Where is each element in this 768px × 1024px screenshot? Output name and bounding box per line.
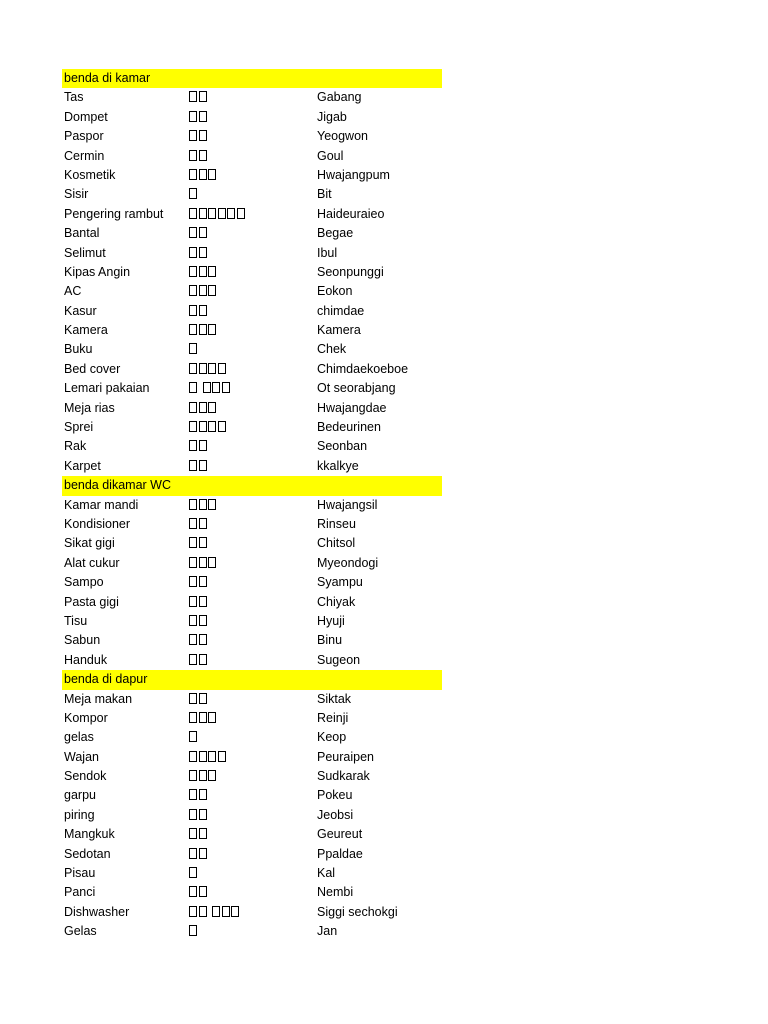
korean-word — [189, 399, 218, 418]
section-title: benda di kamar — [64, 71, 151, 85]
korean-word — [189, 147, 208, 166]
korean-word — [189, 282, 218, 301]
romanization: Hwajangpum — [317, 167, 390, 182]
missing-glyph-box — [189, 169, 197, 180]
indonesian-word: Bantal — [64, 226, 100, 241]
romanization: Binu — [317, 633, 343, 648]
indonesian-word: Kamera — [64, 323, 108, 338]
missing-glyph-box — [199, 576, 207, 587]
indonesian-word: Dishwasher — [64, 904, 130, 919]
romanization: Jeobsi — [317, 807, 354, 822]
vocab-row — [62, 147, 442, 166]
romanization: Geureut — [317, 827, 363, 842]
missing-glyph-box — [199, 266, 207, 277]
missing-glyph-box — [189, 828, 197, 839]
korean-word — [189, 825, 208, 844]
romanization: Goul — [317, 148, 344, 163]
missing-glyph-box — [208, 751, 216, 762]
section-title: benda dikamar WC — [64, 478, 171, 493]
korean-word — [189, 612, 208, 631]
missing-glyph-box — [199, 712, 207, 723]
romanization: Ot seorabjang — [317, 381, 396, 396]
indonesian-word: Sikat gigi — [64, 536, 115, 551]
vocab-row — [62, 883, 442, 902]
missing-glyph-box — [189, 150, 197, 161]
indonesian-word: Kipas Angin — [64, 264, 131, 279]
missing-glyph-box — [189, 906, 197, 917]
korean-word — [189, 418, 227, 437]
missing-glyph-box — [189, 557, 197, 568]
missing-glyph-box — [189, 305, 197, 316]
vocab-row — [62, 437, 442, 456]
korean-word — [189, 786, 208, 805]
vocab-row — [62, 864, 442, 883]
vocab-row — [62, 690, 442, 709]
missing-glyph-box — [189, 654, 197, 665]
korean-word — [189, 767, 218, 786]
indonesian-word: Kosmetik — [64, 167, 116, 182]
romanization: Hwajangsil — [317, 497, 378, 512]
korean-word — [189, 457, 208, 476]
indonesian-word: Alat cukur — [64, 555, 120, 570]
vocab-row — [62, 534, 442, 553]
korean-word — [189, 534, 208, 553]
missing-glyph-box — [218, 363, 226, 374]
section-header — [62, 670, 442, 689]
korean-word — [189, 379, 231, 398]
korean-word — [189, 127, 208, 146]
missing-glyph-box — [199, 440, 207, 451]
romanization: Bit — [317, 187, 332, 202]
vocab-row — [62, 593, 442, 612]
indonesian-word: Sprei — [64, 420, 94, 435]
missing-glyph-box — [199, 111, 207, 122]
korean-word — [189, 883, 208, 902]
missing-glyph-box — [203, 382, 211, 393]
missing-glyph-box — [199, 363, 207, 374]
indonesian-word: Dompet — [64, 109, 108, 124]
missing-glyph-box — [189, 518, 197, 529]
indonesian-word: piring — [64, 807, 95, 822]
korean-word — [189, 302, 208, 321]
indonesian-word: Lemari pakaian — [64, 381, 150, 396]
vocab-row — [62, 166, 442, 185]
indonesian-word: gelas — [64, 730, 94, 745]
indonesian-word: Kondisioner — [64, 516, 131, 531]
indonesian-word: Sisir — [64, 187, 89, 202]
missing-glyph-box — [189, 440, 197, 451]
indonesian-word: Paspor — [64, 129, 104, 144]
romanization: Hwajangdae — [317, 400, 387, 415]
indonesian-word: Wajan — [64, 749, 99, 764]
romanization: Syampu — [317, 575, 363, 590]
missing-glyph-box — [199, 557, 207, 568]
indonesian-word: Handuk — [64, 652, 108, 667]
missing-glyph-box — [199, 247, 207, 258]
korean-word — [189, 922, 199, 941]
missing-glyph-box — [199, 654, 207, 665]
missing-glyph-box — [208, 770, 216, 781]
missing-glyph-box — [189, 188, 197, 199]
missing-glyph-box — [189, 867, 197, 878]
missing-glyph-box — [189, 111, 197, 122]
korean-word — [189, 748, 227, 767]
indonesian-word: Pasta gigi — [64, 594, 119, 609]
missing-glyph-box — [189, 324, 197, 335]
indonesian-word: Buku — [64, 342, 93, 357]
vocab-row — [62, 825, 442, 844]
missing-glyph-box — [189, 576, 197, 587]
missing-glyph-box — [208, 285, 216, 296]
indonesian-word: Pisau — [64, 866, 96, 881]
missing-glyph-box — [231, 906, 239, 917]
missing-glyph-box — [199, 227, 207, 238]
missing-glyph-box — [212, 906, 220, 917]
vocab-row — [62, 224, 442, 243]
vocab-row — [62, 321, 442, 340]
vocab-row — [62, 88, 442, 107]
vocab-row — [62, 244, 442, 263]
missing-glyph-box — [189, 789, 197, 800]
romanization: Sudkarak — [317, 769, 370, 784]
romanization: Chitsol — [317, 536, 356, 551]
romanization: Gabang — [317, 90, 362, 105]
vocab-row — [62, 728, 442, 747]
vocab-row — [62, 515, 442, 534]
missing-glyph-box — [199, 421, 207, 432]
korean-word — [189, 263, 218, 282]
vocab-row — [62, 631, 442, 650]
missing-glyph-box — [199, 886, 207, 897]
missing-glyph-box — [199, 906, 207, 917]
romanization: Peuraipen — [317, 749, 374, 764]
korean-word — [189, 903, 241, 922]
vocab-row — [62, 767, 442, 786]
vocab-row — [62, 573, 442, 592]
vocab-row — [62, 903, 442, 922]
missing-glyph-box — [199, 305, 207, 316]
section-header — [62, 69, 442, 88]
missing-glyph-box — [189, 247, 197, 258]
indonesian-word: Gelas — [64, 924, 97, 939]
vocab-row — [62, 554, 442, 573]
missing-glyph-box — [199, 285, 207, 296]
missing-glyph-box — [199, 615, 207, 626]
korean-word — [189, 845, 208, 864]
vocab-row — [62, 922, 442, 941]
indonesian-word: Sedotan — [64, 846, 111, 861]
missing-glyph-box — [199, 518, 207, 529]
vocab-row — [62, 379, 442, 398]
indonesian-word: Meja rias — [64, 400, 115, 415]
vocab-row — [62, 185, 442, 204]
vocab-row — [62, 302, 442, 321]
missing-glyph-box — [218, 751, 226, 762]
indonesian-word: Sabun — [64, 633, 101, 648]
missing-glyph-box — [189, 886, 197, 897]
indonesian-word: Kompor — [64, 710, 108, 725]
korean-word — [189, 321, 218, 340]
romanization: Siktak — [317, 691, 352, 706]
korean-word — [189, 496, 218, 515]
missing-glyph-box — [199, 169, 207, 180]
romanization: Seonban — [317, 439, 368, 454]
korean-word — [189, 709, 218, 728]
indonesian-word: Sendok — [64, 769, 107, 784]
vocab-row — [62, 108, 442, 127]
indonesian-word: Rak — [64, 439, 87, 454]
vocab-row — [62, 282, 442, 301]
korean-word — [189, 728, 199, 747]
romanization: Chiyak — [317, 594, 356, 609]
missing-glyph-box — [189, 596, 197, 607]
missing-glyph-box — [227, 208, 235, 219]
missing-glyph-box — [208, 266, 216, 277]
indonesian-word: Mangkuk — [64, 827, 115, 842]
korean-word — [189, 88, 208, 107]
romanization: Jigab — [317, 109, 347, 124]
vocab-row — [62, 205, 442, 224]
indonesian-word: Sampo — [64, 575, 104, 590]
vocab-row — [62, 845, 442, 864]
indonesian-word: Tas — [64, 90, 84, 105]
missing-glyph-box — [199, 848, 207, 859]
vocab-row — [62, 418, 442, 437]
missing-glyph-box — [208, 712, 216, 723]
korean-word — [189, 554, 218, 573]
korean-word — [189, 631, 208, 650]
missing-glyph-box — [189, 285, 197, 296]
section-title: benda di dapur — [64, 672, 148, 687]
vocab-row — [62, 457, 442, 476]
korean-word — [189, 244, 208, 263]
missing-glyph-box — [189, 848, 197, 859]
korean-word — [189, 690, 208, 709]
missing-glyph-box — [222, 906, 230, 917]
romanization: Chimdaekoeboe — [317, 361, 409, 376]
missing-glyph-box — [189, 266, 197, 277]
missing-glyph-box — [208, 324, 216, 335]
vocabulary-sheet — [62, 69, 442, 942]
missing-glyph-box — [212, 382, 220, 393]
indonesian-word: Bed cover — [64, 361, 121, 376]
romanization: Bedeurinen — [317, 420, 381, 435]
missing-glyph-box — [189, 499, 197, 510]
missing-glyph-box — [208, 363, 216, 374]
indonesian-word: Pengering rambut — [64, 206, 164, 221]
korean-word — [189, 224, 208, 243]
vocab-row — [62, 806, 442, 825]
romanization: kkalkye — [317, 458, 359, 473]
missing-glyph-box — [189, 537, 197, 548]
missing-glyph-box — [199, 130, 207, 141]
missing-glyph-box — [218, 421, 226, 432]
vocab-row — [62, 709, 442, 728]
romanization: Reinji — [317, 710, 349, 725]
indonesian-word: garpu — [64, 788, 96, 803]
indonesian-word: AC — [64, 284, 82, 299]
korean-word — [189, 437, 208, 456]
missing-glyph-box — [199, 402, 207, 413]
missing-glyph-box — [208, 421, 216, 432]
missing-glyph-box — [199, 208, 207, 219]
korean-word — [189, 340, 199, 359]
romanization: Ppaldae — [317, 846, 363, 861]
romanization: Yeogwon — [317, 129, 368, 144]
korean-word — [189, 515, 208, 534]
korean-word — [189, 651, 208, 670]
indonesian-word: Kasur — [64, 303, 97, 318]
indonesian-word: Karpet — [64, 458, 101, 473]
missing-glyph-box — [189, 770, 197, 781]
missing-glyph-box — [189, 208, 197, 219]
missing-glyph-box — [189, 130, 197, 141]
missing-glyph-box — [189, 343, 197, 354]
indonesian-word: Meja makan — [64, 691, 133, 706]
korean-word — [189, 864, 199, 883]
romanization: Sugeon — [317, 652, 361, 667]
vocab-row — [62, 399, 442, 418]
missing-glyph-box — [222, 382, 230, 393]
romanization: Begae — [317, 226, 354, 241]
vocab-row — [62, 263, 442, 282]
indonesian-word: Kamar mandi — [64, 497, 139, 512]
romanization: chimdae — [317, 303, 365, 318]
romanization: Kal — [317, 866, 336, 881]
missing-glyph-box — [208, 499, 216, 510]
missing-glyph-box — [189, 402, 197, 413]
missing-glyph-box — [199, 770, 207, 781]
missing-glyph-box — [189, 91, 197, 102]
missing-glyph-box — [199, 751, 207, 762]
missing-glyph-box — [189, 421, 197, 432]
missing-glyph-box — [199, 596, 207, 607]
missing-glyph-box — [199, 809, 207, 820]
missing-glyph-box — [208, 169, 216, 180]
missing-glyph-box — [208, 557, 216, 568]
missing-glyph-box — [237, 208, 245, 219]
indonesian-word: Tisu — [64, 613, 88, 628]
romanization: Siggi sechokgi — [317, 904, 398, 919]
korean-word — [189, 185, 199, 204]
missing-glyph-box — [208, 402, 216, 413]
missing-glyph-box — [199, 499, 207, 510]
romanization: Ibul — [317, 245, 338, 260]
missing-glyph-box — [189, 382, 197, 393]
romanization: Rinseu — [317, 516, 356, 531]
romanization: Kamera — [317, 323, 361, 338]
missing-glyph-box — [199, 634, 207, 645]
missing-glyph-box — [208, 208, 216, 219]
romanization: Keop — [317, 730, 347, 745]
missing-glyph-box — [199, 324, 207, 335]
vocab-row — [62, 496, 442, 515]
romanization: Eokon — [317, 284, 353, 299]
missing-glyph-box — [189, 363, 197, 374]
romanization: Jan — [317, 924, 338, 939]
korean-word — [189, 360, 227, 379]
missing-glyph-box — [189, 751, 197, 762]
romanization: Seonpunggi — [317, 264, 384, 279]
missing-glyph-box — [199, 828, 207, 839]
vocab-row — [62, 786, 442, 805]
vocab-row — [62, 651, 442, 670]
indonesian-word: Cermin — [64, 148, 105, 163]
missing-glyph-box — [189, 712, 197, 723]
missing-glyph-box — [199, 537, 207, 548]
missing-glyph-box — [199, 789, 207, 800]
missing-glyph-box — [189, 615, 197, 626]
indonesian-word: Panci — [64, 885, 96, 900]
missing-glyph-box — [199, 91, 207, 102]
romanization: Haideuraieo — [317, 206, 385, 221]
missing-glyph-box — [189, 731, 197, 742]
vocab-row — [62, 612, 442, 631]
missing-glyph-box — [189, 227, 197, 238]
missing-glyph-box — [189, 925, 197, 936]
romanization: Hyuji — [317, 613, 345, 628]
missing-glyph-box — [199, 150, 207, 161]
missing-glyph-box — [199, 460, 207, 471]
korean-word — [189, 806, 208, 825]
section-header — [62, 476, 442, 495]
vocab-row — [62, 748, 442, 767]
romanization: Chek — [317, 342, 347, 357]
missing-glyph-box — [218, 208, 226, 219]
korean-word — [189, 108, 208, 127]
romanization: Pokeu — [317, 788, 353, 803]
missing-glyph-box — [189, 634, 197, 645]
missing-glyph-box — [189, 693, 197, 704]
vocab-row — [62, 360, 442, 379]
korean-word — [189, 205, 246, 224]
romanization: Myeondogi — [317, 555, 379, 570]
indonesian-word: Selimut — [64, 245, 106, 260]
romanization: Nembi — [317, 885, 354, 900]
korean-word — [189, 166, 218, 185]
korean-word — [189, 593, 208, 612]
vocab-row — [62, 127, 442, 146]
missing-glyph-box — [199, 693, 207, 704]
vocab-row — [62, 340, 442, 359]
missing-glyph-box — [189, 460, 197, 471]
missing-glyph-box — [189, 809, 197, 820]
korean-word — [189, 573, 208, 592]
